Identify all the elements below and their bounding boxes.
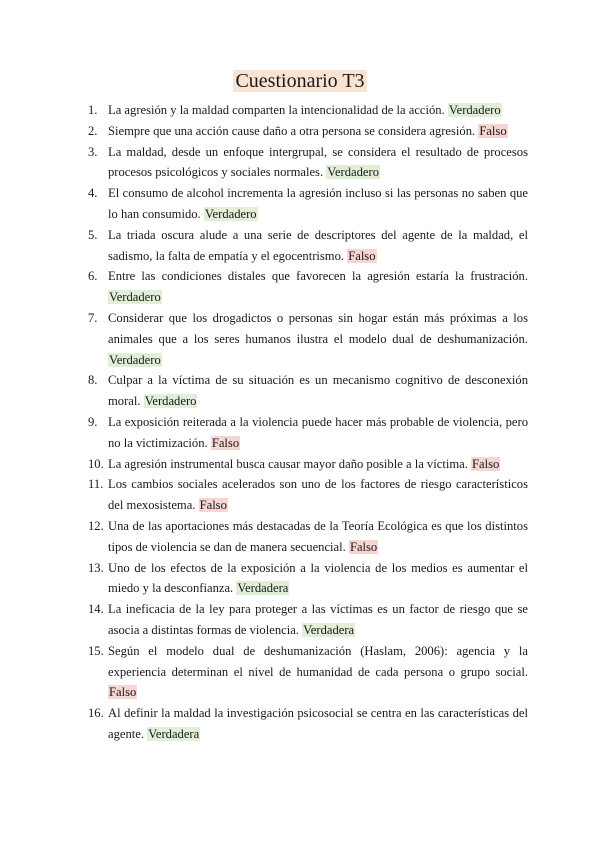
question-item — [88, 703, 528, 745]
answer-label: Verdadero — [204, 206, 257, 221]
question-item — [88, 225, 528, 267]
question-item — [88, 370, 528, 412]
answer-label: Falso — [199, 498, 227, 513]
question-number: 12. — [88, 518, 104, 533]
question-text: El consumo de alcohol incrementa la agresión incluso si las personas no saben que lo han consumido. — [108, 186, 528, 221]
question-list — [88, 100, 528, 745]
question-text: La triada oscura alude a una serie de descriptores del agente de la maldad, el sadismo, la falta de empatía y el egocentrismo. — [108, 227, 528, 263]
question-item — [88, 558, 528, 600]
question-text: Entre las condiciones distales que favorecen la agresión estaría la frustración. — [108, 269, 528, 284]
question-text: La agresión instrumental busca causar mayor daño posible a la víctima. — [108, 456, 468, 471]
question-text: Según el modelo dual de deshumanización (Haslam, 2006): agencia y la experiencia determinan el nivel de humanidad de cada persona o grupo social. — [108, 643, 528, 679]
question-item — [88, 599, 528, 641]
question-number: 14. — [88, 602, 104, 617]
question-number: 13. — [88, 560, 104, 575]
answer-label: Verdadera — [148, 726, 200, 741]
question-text: Una de las aportaciones más destacadas de la Teoría Ecológica es que los distintos tipos de violencia se dan de manera secuencial. — [108, 518, 528, 554]
question-number: 8. — [88, 373, 98, 388]
answer-label: Verdadero — [448, 103, 501, 117]
question-item — [88, 142, 528, 184]
question-number: 5. — [88, 227, 98, 242]
question-item — [88, 516, 528, 558]
question-item — [88, 183, 528, 225]
question-item — [88, 266, 528, 308]
question-text: Considerar que los drogadictos o personas sin hogar están más próximas a los animales que a los seres humanos ilustra el modelo dual de deshumanización. — [108, 310, 528, 346]
answer-label: Verdadero — [327, 165, 380, 180]
question-text: La ineficacia de la ley para proteger a las víctimas es un factor de riesgo que se asocia a distintas formas de violencia. — [108, 602, 528, 637]
question-item — [88, 454, 528, 475]
question-item — [88, 412, 528, 454]
question-number: 3. — [88, 144, 98, 159]
question-number: 15. — [88, 643, 104, 658]
answer-label: Verdadera — [303, 622, 355, 637]
question-item — [88, 308, 528, 370]
question-item — [88, 641, 528, 703]
answer-label: Falso — [348, 248, 376, 263]
question-number: 10. — [88, 456, 104, 471]
question-item — [88, 121, 528, 142]
question-text: Uno de los efectos de la exposición a la violencia de los medios es aumentar el miedo y la desconfianza. — [108, 560, 528, 596]
question-text: La exposición reiterada a la violencia puede hacer más probable de violencia, pero no la victimización. — [108, 414, 528, 450]
question-text: La agresión y la maldad comparten la intencionalidad de la acción. — [108, 103, 445, 117]
answer-label: Falso — [109, 685, 137, 700]
document-title: Cuestionario T3 — [235, 70, 365, 92]
answer-label: Falso — [349, 539, 378, 554]
answer-label: Verdadero — [109, 352, 161, 367]
answer-label: Falso — [472, 456, 500, 471]
question-number: 11. — [88, 477, 104, 492]
question-number: 2. — [88, 123, 98, 138]
answer-label: Falso — [211, 435, 240, 450]
question-number: 1. — [88, 103, 98, 117]
question-number: 6. — [88, 269, 98, 284]
question-item — [88, 100, 528, 121]
answer-label: Falso — [479, 123, 507, 138]
question-text: Al definir la maldad la investigación psicosocial se centra en las características del agente. — [108, 706, 528, 741]
question-number: 4. — [88, 186, 98, 201]
answer-label: Verdadera — [237, 581, 289, 596]
question-text: La maldad, desde un enfoque intergrupal, se considera el resultado de procesos procesos psicológicos y sociales normales. — [108, 144, 528, 180]
question-text: Los cambios sociales acelerados son uno de los factores de riesgo característicos del mexosistema. — [108, 477, 528, 513]
answer-label: Verdadero — [109, 290, 161, 305]
question-item — [88, 474, 528, 516]
answer-label: Verdadero — [144, 394, 197, 409]
question-text: Siempre que una acción cause daño a otra persona se considera agresión. — [108, 123, 476, 138]
question-number: 16. — [88, 706, 104, 721]
question-number: 9. — [88, 414, 98, 429]
question-text: Culpar a la víctima de su situación es un mecanismo cognitivo de desconexión moral. — [108, 373, 528, 409]
question-number: 7. — [88, 310, 98, 325]
